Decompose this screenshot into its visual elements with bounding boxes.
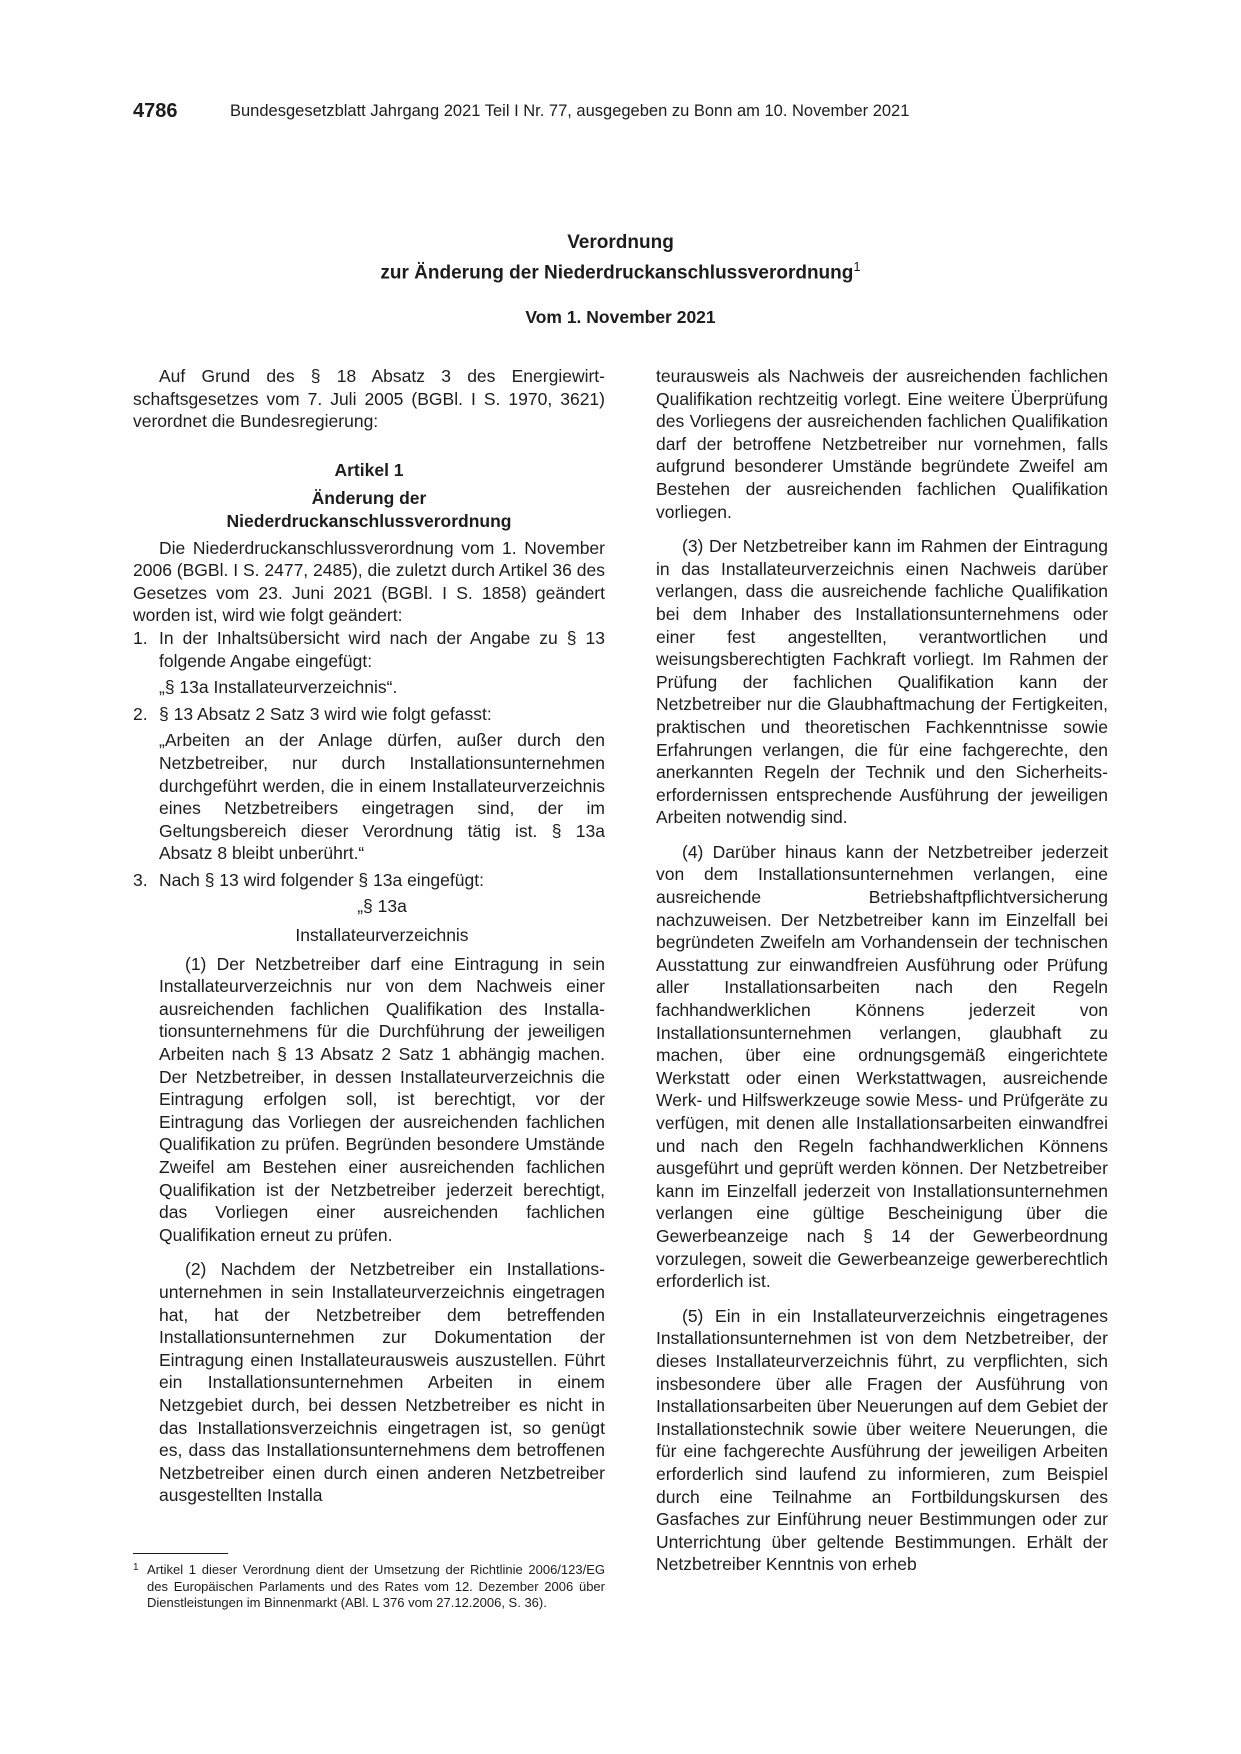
paragraph-1: (1) Der Netzbetreiber darf eine Eintragung in sein Installateurverzeichnis nur von dem Nachweis einer ausreichenden fachlichen Qualifikation des Installationsunternehmens für die Durchführung der jeweiligen Arbeiten nach § 13 Absatz 2 Satz 1 abhängig machen. Der Netzbetreiber, in dessen Installateurverzeichnis die Eintragung erfolgen soll, ist berechtigt, vor der Eintragung das Vorliegen der ausreichenden fachlichen Qualifikation zu prüfen. Begründen besondere Umstände Zweifel am Bestehen einer ausreichenden fachlichen Qualifikation ist der Netzbetreiber jederzeit berechtigt, das Vorliegen einer ausreichenden fachlichen Qualifikation erneut zu prüfen. bbox=[159, 953, 605, 1245]
list-number: 1. bbox=[133, 627, 148, 648]
running-header bbox=[133, 100, 1013, 126]
quote-text: „Arbeiten an der Anlage dürfen, außer durch den Netzbetreiber, nur durch Installationsunternehmen durchgeführt werden, die in einem Installateurverzeichnis eines Netzbetreibers eingetragen sind, der im Geltungsbereich dieser Verordnung tätig ist. § 13a Absatz 8 bleibt unberührt.“ bbox=[159, 730, 605, 864]
footnote-divider bbox=[133, 1553, 228, 1554]
paragraph-3: (3) Der Netzbetreiber kann im Rahmen der Eintragung in das Installateurverzeichnis einen Nachweis darüber verlangen, dass die ausreichende fachliche Qualifikation bei dem Inhaber des Installationsunternehmens oder einer fest angestellten, verantwortlichen und weisungsberechtigten Fachkraft vorliegt. Im Rahmen der Prüfung der fachlichen Qualifikation kann der Netzbetreiber nur die Glaubhaftmachung der Fertigkeiten, praktischen und theoretischen Fachkenntnisse sowie Erfahrungen verlangen, die für eine fachgerechte, den anerkannten Regeln der Technik und den Sicherheitserfordernissen entsprechende Ausführung der jeweiligen Arbeiten notwendig sind. bbox=[656, 536, 1108, 828]
article-title-line-2: Niederdruckanschlussverordnung bbox=[226, 510, 512, 531]
article-label: Artikel 1 bbox=[334, 459, 404, 480]
ordinance-date: Vom 1. November 2021 bbox=[525, 307, 716, 328]
list-number: 3. bbox=[133, 869, 148, 890]
list-item-1 bbox=[133, 627, 605, 699]
page-number: 4786 bbox=[133, 100, 178, 122]
title-block bbox=[133, 231, 1108, 328]
section-title: Installateurverzeichnis bbox=[295, 925, 469, 946]
footnote bbox=[133, 1562, 605, 1612]
right-column bbox=[656, 365, 1108, 1576]
list-item-text: In der Inhaltsübersicht wird nach der Angabe zu § 13 folgende Angabe eingefügt: bbox=[159, 627, 605, 671]
left-column bbox=[133, 365, 605, 1507]
list-item-text: § 13 Absatz 2 Satz 3 wird wie folgt gefasst: bbox=[159, 703, 492, 724]
paragraph-4: (4) Darüber hinaus kann der Netzbetreiber jederzeit von dem Installationsunternehmen verlangen, eine ausreichende Betriebshaftpflichtversicherung nachzuweisen. Der Netzbetreiber kann im Einzelfall bei begründeten Zweifeln am Vorhandensein der technischen Ausstattung zur einwandfreien Ausführung oder Prüfung aller Installationsarbeiten nach den Regeln fachhandwerklichen Könnens jederzeit von Installationsunternehmen verlangen, glaubhaft zu machen, über eine ordnungsgemäß eingerichtete Werkstatt oder einen Werkstattwagen, ausreichende Werk- und Hilfswerkzeuge sowie Mess- und Prüfgeräte zu verfügen, mit denen alle Installationsarbeiten einwandfrei und nach den Regeln fachhandwerklichen Könnens ausgeführt und geprüft werden können. Der Netzbetreiber kann im Einzelfall jederzeit von Installationsunternehmen verlangen eine gültige Bescheinigung über die Gewerbeanzeige nach § 14 der Gewerbeordnung vorzulegen, soweit die Gewerbeanzeige gewerberechtlich erforderlich ist. bbox=[656, 841, 1108, 1292]
article-intro: Die Niederdruckanschlussverordnung vom 1. November 2006 (BGBl. I S. 2477, 2485), die zuletzt durch Artikel 36 des Gesetzes vom 23. Juni 2021 (BGBl. I S. 1858) geändert worden ist, wird wie folgt geändert: bbox=[133, 537, 605, 626]
title-line-1: Verordnung bbox=[567, 232, 674, 253]
title-footnote-ref: 1 bbox=[853, 259, 861, 274]
title-line-2 bbox=[133, 255, 1108, 285]
section-label: „§ 13a bbox=[357, 896, 407, 917]
list-item-3 bbox=[133, 869, 605, 1507]
footnote-text: Artikel 1 dieser Verordnung dient der Umsetzung der Richtlinie 2006/123/EG des Europäischen Parlaments und des Rates vom 12. Dezember 2006 über Dienstleistungen im Binnenmarkt (ABl. L 376 vom 27.12.2006, S. 36). bbox=[147, 1562, 605, 1610]
paragraph-5: (5) Ein in ein Installateurverzeichnis eingetragenes Installationsunternehmen ist von dem Netzbetreiber, der dieses Installateurverzeichnis führt, zu verpflichten, sich insbesondere über alle Fragen der Ausführung von Installationsarbeiten über Neuerungen auf dem Gebiet der Installationstechnik sowie über weitere Neuerungen, die für eine fachgerechte Ausführung der jeweiligen Arbeiten erforderlich sind laufend zu informieren, zum Beispiel durch eine Teilnahme an Fortbildungskursen des Gasfaches zur Einführung neuer Bestimmungen oder zur Unterrichtung über geltende Bestimmungen. Erhält der Netzbetreiber Kenntnis von erheb bbox=[656, 1305, 1108, 1575]
title-line-2-text: zur Änderung der Niederdruckanschlussverordnung bbox=[380, 262, 854, 284]
header-citation: Bundesgesetzblatt Jahrgang 2021 Teil I Nr. 77, ausgegeben zu Bonn am 10. November 2021 bbox=[230, 102, 910, 120]
paragraph-2-continued: teurausweis als Nachweis der ausreichenden fachlichen Qualifikation rechtzeitig vorlegt. Eine weitere Überprüfung des Vorliegens der ausreichenden fachlichen Qualifikation darf der betroffene Netzbetreiber nur vornehmen, falls aufgrund besonderer Umstände begründete Zweifel am Bestehen der ausreichenden fachlichen Qualifikation vorliegen. bbox=[656, 366, 1108, 522]
list-number: 2. bbox=[133, 703, 148, 724]
paragraph-2: (2) Nachdem der Netzbetreiber ein Installationsunternehmen in sein Installateurverzeichnis eingetragen hat, hat der Netzbetreiber dem betreffenden Installationsunternehmen zur Dokumentation der Eintragung einen Installateurausweis auszustellen. Führt ein Installationsunternehmen Arbeiten in einem Netzgebiet durch, bei dessen Netzbetreiber es nicht in das Installationsverzeichnis eingetragen ist, so genügt es, dass das Installationsunternehmens dem betroffenen Netzbetreiber einen durch einen anderen Netzbetreiber ausgestellten Installa bbox=[159, 1259, 605, 1506]
list-item-2 bbox=[133, 703, 605, 865]
preamble: Auf Grund des § 18 Absatz 3 des Energiewirtschaftsgesetzes vom 7. Juli 2005 (BGBl. I S. 1970, 3621) verordnet die Bundesregierung: bbox=[133, 366, 605, 432]
list-item-text: Nach § 13 wird folgender § 13a eingefügt: bbox=[159, 869, 484, 890]
footnote-mark: 1 bbox=[133, 1562, 139, 1573]
article-title-line-1: Änderung der bbox=[311, 488, 427, 509]
quote-text: „§ 13a Installateurverzeichnis“. bbox=[159, 677, 398, 698]
